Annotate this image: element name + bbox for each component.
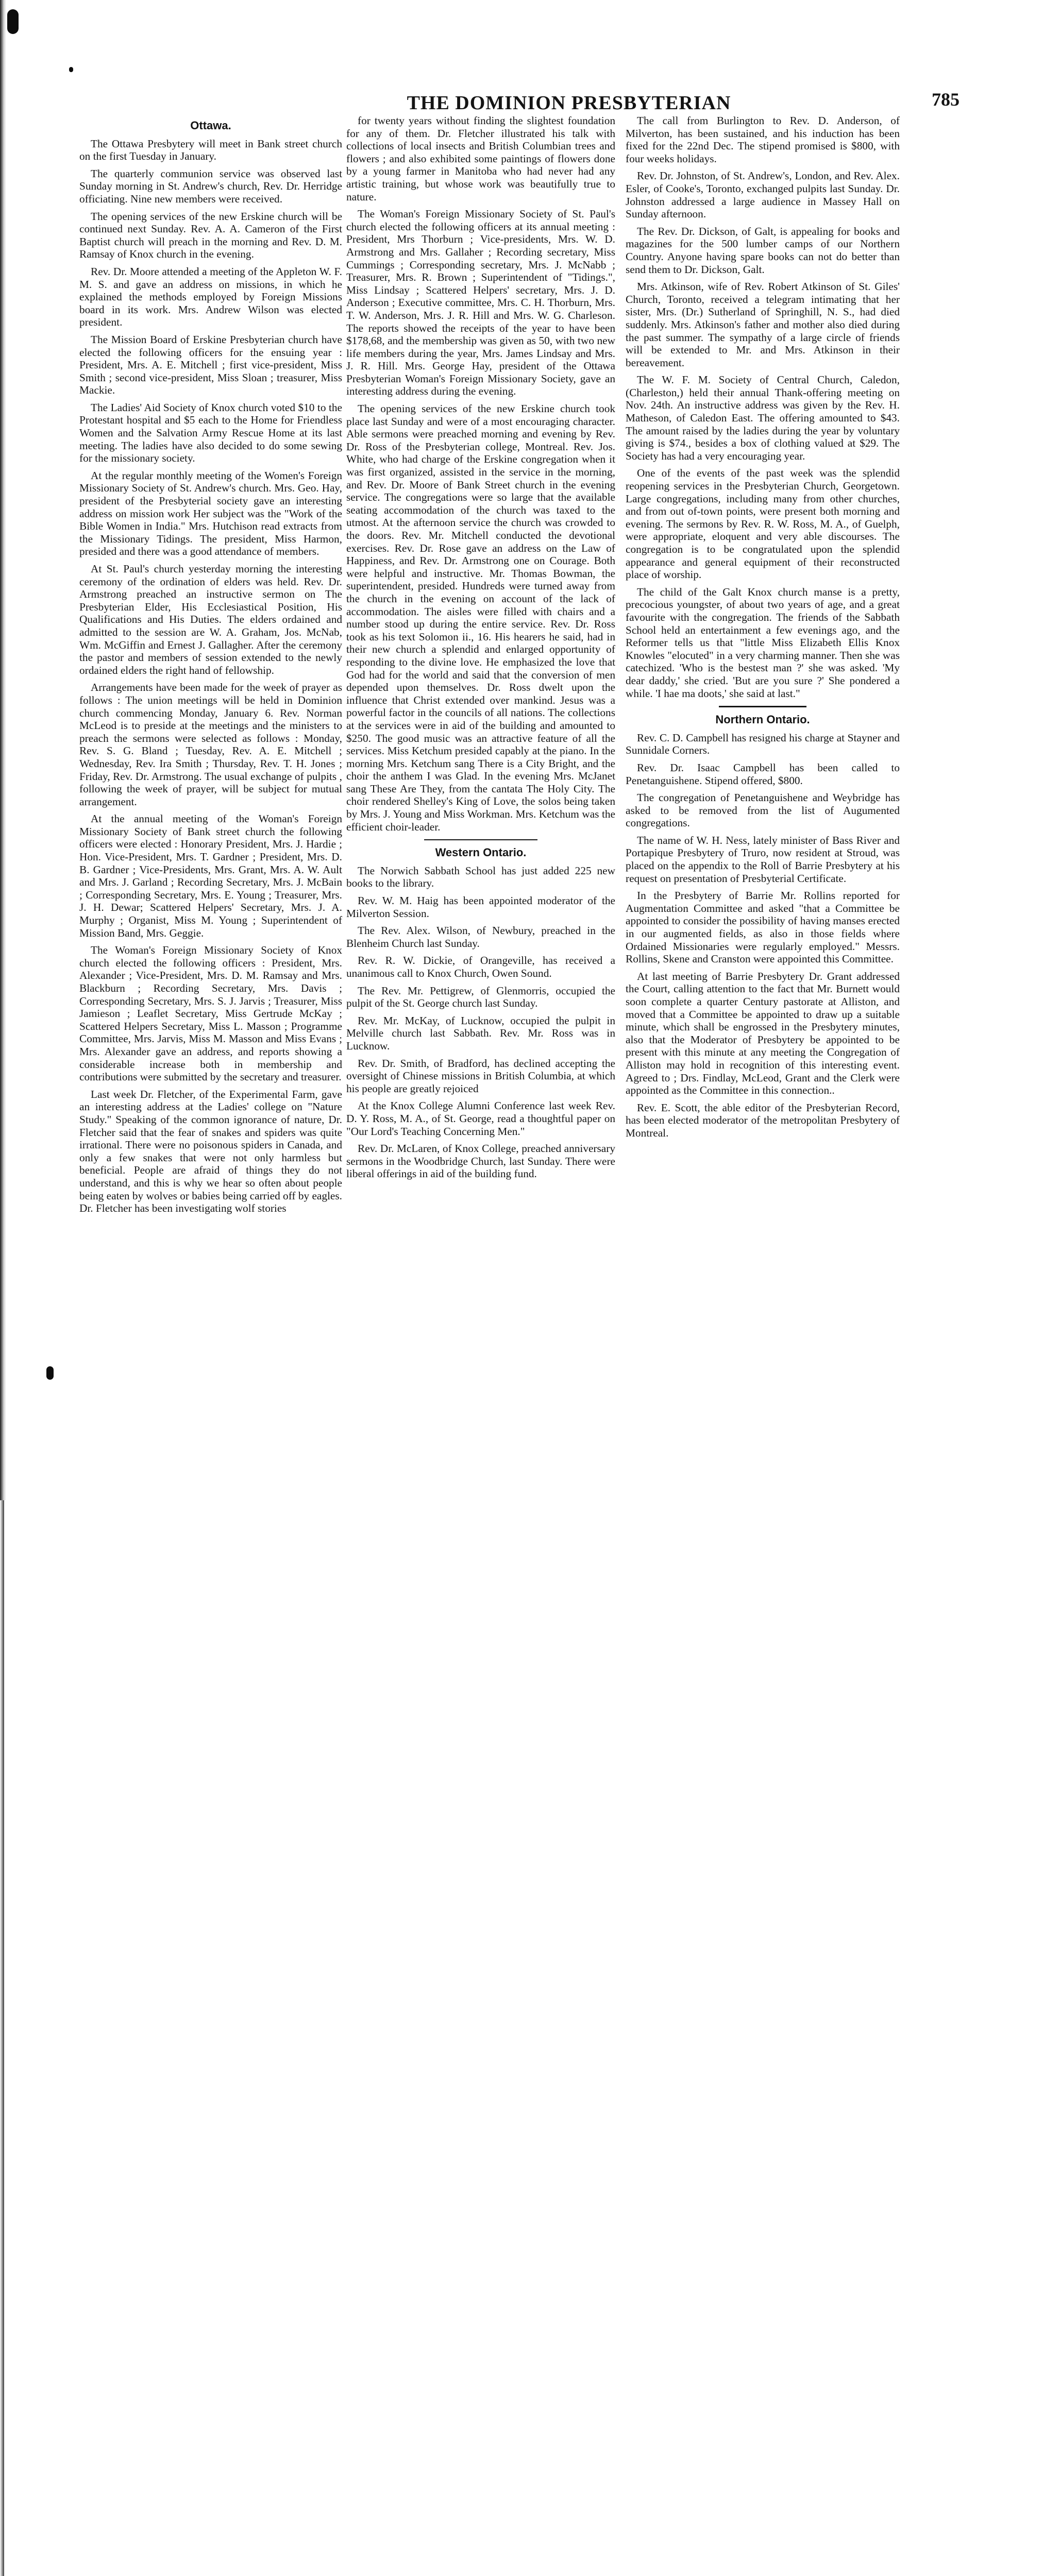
article-paragraph: The Rev. Dr. Dickson, of Galt, is appealing for books and magazines for the 500 lumber camps of our Northern Country. Anyone having spare books can not do better than send them to Dr. Dickson, Galt. bbox=[626, 225, 900, 276]
section-heading-western-ontario: Western Ontario. bbox=[435, 846, 527, 859]
section-heading-northern-ontario: Northern Ontario. bbox=[715, 713, 810, 726]
article-paragraph: Rev. Dr. Smith, of Bradford, has declined accepting the oversight of Chinese missions in British Columbia, at which his people are greatly rejoiced bbox=[346, 1057, 615, 1095]
article-paragraph: The Woman's Foreign Missionary Society of St. Paul's church elected the following officers at its annual meeting : President, Mrs Thorburn ; Vice-presidents, Mrs. W. D. Armstrong and Mrs. Gallaher ; Recording secretary, Miss Cummings ; Corresponding secretary, Mrs. J. McNabb ; Treasurer, Mrs. R. Brown ; Superintendent of "Tidings.", Miss Lindsay ; Scattered Helpers' secretary, Mrs. J. D. Anderson ; Executive committee, Mrs. C. H. Thorburn, Mrs. T. W. Anderson, Mrs. J. R. Hill and Mrs. W. G. Charleson. The reports showed the receipts of the year to have been $178,68, and the membership was given as 50, with two new life members during the year, Mrs. James Lindsay and Mrs. J. R. Hill. Mrs. George Hay, president of the Ottawa Presbyterian Woman's Foreign Missionary Society, gave an interesting address during the evening. bbox=[346, 208, 615, 398]
article-paragraph: The opening services of the new Erskine church took place last Sunday and were of a most encouraging character. Able sermons were preached morning and evening by Rev. Dr. Ross of the Presbyterian college, Montreal. Rev. Jos. White, who had charge of the Erskine congregation when it was first organized, assisted in the service in the morning, and Rev. Dr. Moore of Bank Street church in the evening service. The congregations were so large that the available seating accommodation of the church was taxed to the utmost. At the afternoon service the church was crowded to the doors. Rev. Mr. Mitchell conducted the devotional exercises. Rev. Dr. Rose gave an address on the Law of Happiness, and Rev. Dr. Armstrong one on Courage. Both were helpful and instructive. Mr. Thomas Bowman, the superintendent, presided. Hundreds were turned away from the church in the evening on account of the lack of accommodation. The aisles were filled with chairs and a number stood up during the entire service. Rev. Dr. Ross took as his text Solomon ii., 16. His hearers he said, had in their new church a splendid and enlarged opportunity of responding to the divine love. He emphasized the love that God had for the world and said that the conversion of men depended upon themselves. Dr. Ross dwelt upon the influence that Christ extended over mankind. Jesus was a powerful factor in the councils of all nations. The collections at the services were in aid of the building and amounted to $250. The good music was an attractive feature of all the services. Miss Ketchum presided capably at the piano. In the morning Mrs. Ketchum sang There is a City Bright, and the choir the anthem I was Glad. In the evening Mrs. McJanet sang These Are They, from the cantata The Holy City. The choir rendered Shelley's King of Love, the solos being taken by Mrs. J. Young and Miss Workman. Mrs. Ketchum was the efficient choir-leader. bbox=[346, 402, 615, 833]
article-paragraph: At the annual meeting of the Woman's Foreign Missionary Society of Bank street church the following officers were elected : Honorary President, Mrs. J. Hardie ; Hon. Vice-President, Mrs. T. Gardner ; President, Mrs. D. B. Gardner ; Vice-Presidents, Mrs. Grant, Mrs. A. W. Ault and Mrs. J. Garland ; Recording Secretary, Mrs. J. McBain ; Corresponding Secretary, Mrs. E. Young ; Treasurer, Mrs. J. H. Dewar; Scattered Helpers' Secretary, Mrs. J. A. Murphy ; Organist, Miss M. Young ; Superintendent of Mission Band, Mrs. Geggie. bbox=[79, 812, 342, 939]
section-heading-ottawa: Ottawa. bbox=[190, 119, 231, 132]
running-head: THE DOMINION PRESBYTERIAN bbox=[407, 92, 731, 114]
article-paragraph: The Rev. Mr. Pettigrew, of Glenmorris, occupied the pulpit of the St. George church last Sunday. bbox=[346, 984, 615, 1010]
article-paragraph: The name of W. H. Ness, lately minister of Bass River and Portapique Presbytery of Truro, now resident at Stroud, was placed on the appendix to the Roll of Barrie Presbytery at his request on presentation of Presbyterial Certificate. bbox=[626, 834, 900, 885]
article-paragraph: Mrs. Atkinson, wife of Rev. Robert Atkinson of St. Giles' Church, Toronto, received a telegram intimating that her sister, Mrs. (Dr.) Sutherland of Springhill, N. S., had died suddenly. Mrs. Atkinson's father and mother also died during the past summer. The sympathy of a large circle of friends will be extended to Mr. and Mrs. Atkinson in their bereavement. bbox=[626, 280, 900, 369]
column-2 bbox=[346, 114, 615, 1185]
article-paragraph: The Mission Board of Erskine Presbyterian church have elected the following officers for the ensuing year : President, Mrs. A. E. Mitchell ; first vice-president, Miss Smith ; second vice-president, Miss Sloan ; treasurer, Miss Mackie. bbox=[79, 333, 342, 397]
column-1-paragraphs bbox=[79, 138, 342, 1215]
article-paragraph: The Woman's Foreign Missionary Society of Knox church elected the following officers : President, Mrs. Alexander ; Vice-President, Mrs. D. M. Ramsay and Mrs. Blackburn ; Recording Secretary, Mrs. Davis ; Corresponding Secretary, Mrs. S. J. Jarvis ; Treasurer, Miss Jamieson ; Leaflet Secretary, Miss Gertrude McKay ; Scattered Helpers Secretary, Miss L. Masson ; Programme Committee, Mrs. Jarvis, Miss M. Masson and Miss Evans ; Mrs. Alexander gave an address, and reports showing a considerable increase both in membership and contributions were submitted by the secretary and treasurer. bbox=[79, 944, 342, 1083]
article-paragraph: At last meeting of Barrie Presbytery Dr. Grant addressed the Court, calling attention to the fact that Mr. Burnett would soon complete a quarter Century pastorate at Alliston, and moved that a Committee be appointed to draw up a suitable minute, which shall be engrossed in the Presbytery minutes, also that the Moderator of Presbytery be appointed to be present with this minute at any meeting the Congregation of Alliston may hold in recognition of this interesting event. Agreed to ; Drs. Findlay, McLeod, Grant and the Clerk were appointed as the Committee in this connection.. bbox=[626, 970, 900, 1097]
article-paragraph: Rev. Mr. McKay, of Lucknow, occupied the pulpit in Melville church last Sabbath. Rev. Mr. Ross was in Lucknow. bbox=[346, 1014, 615, 1052]
article-paragraph: Rev. Dr. Moore attended a meeting of the Appleton W. F. M. S. and gave an address on missions, in which he explained the methods employed by Foreign Missions board in its work. Mrs. Andrew Wilson was elected president. bbox=[79, 265, 342, 329]
page-number: 785 bbox=[932, 89, 960, 110]
article-paragraph: Rev. Dr. Isaac Campbell has been called to Penetanguishene. Stipend offered, $800. bbox=[626, 761, 900, 787]
article-paragraph: The Ladies' Aid Society of Knox church voted $10 to the Protestant hospital and $5 each to the Home for Friendless Women and the Salvation Army Rescue Home at its last meeting. The ladies have also decided to do some sewing for the missionary society. bbox=[79, 401, 342, 465]
column-1 bbox=[79, 114, 342, 1219]
article-paragraph: Rev. R. W. Dickie, of Orangeville, has received a unanimous call to Knox Church, Owen Sound. bbox=[346, 954, 615, 979]
ink-speck bbox=[69, 67, 73, 72]
article-paragraph: The call from Burlington to Rev. D. Anderson, of Milverton, has been sustained, and his induction has been fixed for the 22nd Dec. The stipend promised is $800, with four weeks holidays. bbox=[626, 114, 900, 165]
article-paragraph: Rev. C. D. Campbell has resigned his charge at Stayner and Sunnidale Corners. bbox=[626, 731, 900, 757]
column-3 bbox=[626, 114, 900, 1144]
section-divider bbox=[719, 706, 806, 707]
binding-hole-mark bbox=[7, 9, 19, 34]
scan-edge-right bbox=[0, 1500, 4, 2576]
article-paragraph: The child of the Galt Knox church manse is a pretty, precocious youngster, of about two years of age, and a great favourite with the congregation. The friends of the Sabbath School held an entertainment a few evenings ago, and the Reformer tells us that "little Miss Elizabeth Ellis Knox Knowles "elocuted" in a very charming manner. Then she was catechized. 'Who is the bestest man ?' she was asked. 'My dear daddy,' she cried. 'But are you sure ?' She pondered a while. 'I hae ma doots,' she said at last." bbox=[626, 585, 900, 700]
article-paragraph: for twenty years without finding the slightest foundation for any of them. Dr. Fletcher illustrated his talk with collections of local insects and British Columbian trees and flowers ; and also exhibited some paintings of flowers done by a young farmer in Manitoba who had never had any artistic training, but whose work was beautifully true to nature. bbox=[346, 114, 615, 203]
article-paragraph: Rev. E. Scott, the able editor of the Presbyterian Record, has been elected moderator of the metropolitan Presbytery of Montreal. bbox=[626, 1101, 900, 1139]
article-paragraph: Arrangements have been made for the week of prayer as follows : The union meetings will be held in Dominion church commencing Monday, January 6. Rev. Norman McLeod is to preside at the meetings and the ministers to preach the sermons were selected as follows : Monday, Rev. S. G. Bland ; Tuesday, Rev. A. E. Mitchell ; Wednesday, Rev. Ira Smith ; Thursday, Rev. T. H. Jones ; Friday, Rev. Dr. Armstrong. The usual exchange of pulpits , following the week of prayer, will be subject for mutual arrangement. bbox=[79, 681, 342, 808]
column-2-paragraphs-b bbox=[346, 865, 615, 1180]
article-paragraph: At the regular monthly meeting of the Women's Foreign Missionary Society of St. Andrew's church. Mrs. Geo. Hay, president of the Presbyterial society gave an interesting address on mission work Her subject was the "Work of the Bible Women in India." Mrs. Hutchison read extracts from the Missionary Tidings. The president, Miss Harmon, presided and there was a good attendance of members. bbox=[79, 469, 342, 558]
article-paragraph: Rev. Dr. Johnston, of St. Andrew's, London, and Rev. Alex. Esler, of Cooke's, Toronto, exchanged pulpits last Sunday. Dr. Johnston addressed a large audience in Massey Hall on Sunday afternoon. bbox=[626, 170, 900, 221]
article-paragraph: At the Knox College Alumni Conference last week Rev. D. Y. Ross, M. A., of St. George, read a thoughtful paper on "Our Lord's Teaching Concerning Men." bbox=[346, 1099, 615, 1138]
article-paragraph: The Ottawa Presbytery will meet in Bank street church on the first Tuesday in January. bbox=[79, 137, 342, 163]
article-paragraph: The congregation of Penetanguishene and Weybridge has asked to be removed from the list of Augumented congregations. bbox=[626, 791, 900, 829]
article-paragraph: The Norwich Sabbath School has just added 225 new books to the library. bbox=[346, 864, 615, 890]
article-paragraph: The quarterly communion service was observed last Sunday morning in St. Andrew's church, Rev. Dr. Herridge officiating. Nine new members were received. bbox=[79, 167, 342, 205]
scan-edge-left bbox=[0, 0, 6, 1500]
column-3-paragraphs-b bbox=[626, 732, 900, 1140]
section-divider bbox=[424, 839, 537, 840]
article-paragraph: At St. Paul's church yesterday morning the interesting ceremony of the ordination of elders was held. Rev. Dr. Armstrong preached an instructive sermon on The Presbyterian Elder, His Ecclesiastical Position, His Qualifications and His Duties. The elders ordained and admitted to the session are W. A. Graham, Jos. McNab, Wm. McGiffin and Ernest J. Gallagher. After the ceremony the pastor and members of session extended to the newly ordained elders the right hand of fellowship. bbox=[79, 563, 342, 676]
article-paragraph: One of the events of the past week was the splendid reopening services in the Presbyterian Church, Georgetown. Large congregations, including many from other churches, and from out of-town points, were present both morning and evening. The sermons by Rev. R. W. Ross, M. A., of Guelph, were appropriate, eloquent and very able discourses. The congregation is to be congratulated upon the splendid appearance and general equipment of their reconstructed place of worship. bbox=[626, 467, 900, 581]
article-paragraph: Last week Dr. Fletcher, of the Experimental Farm, gave an interesting address at the Ladies' college on "Nature Study." Speaking of the common ignorance of nature, Dr. Fletcher said that the fear of snakes and spiders was quite irrational. There were no poisonous spiders in Canada, and only a few snakes that were not only harmless but beneficial. People are afraid of things they do not understand, and this is why we hear so often about people being eaten by wolves or babies being carried off by eagles. Dr. Fletcher has been investigating wolf stories bbox=[79, 1088, 342, 1215]
column-2-paragraphs-a bbox=[346, 114, 615, 833]
article-paragraph: The opening services of the new Erskine church will be continued next Sunday. Rev. A. A. Cameron of the First Baptist church will preach in the morning and Rev. D. M. Ramsay of Knox church in the evening. bbox=[79, 210, 342, 261]
article-paragraph: The W. F. M. Society of Central Church, Caledon, (Charleston,) held their annual Thank-offering meeting on Nov. 24th. An instructive address was given by the Rev. H. Matheson, of Caledon East. The offering amounted to $43. The amount raised by the ladies during the year by voluntary giving is $74., besides a box of clothing valued at $29. The Society has had a very encouraging year. bbox=[626, 374, 900, 462]
article-paragraph: The Rev. Alex. Wilson, of Newbury, preached in the Blenheim Church last Sunday. bbox=[346, 924, 615, 950]
article-paragraph: Rev. Dr. McLaren, of Knox College, preached anniversary sermons in the Woodbridge Church, last Sunday. There were liberal offerings in aid of the building fund. bbox=[346, 1142, 615, 1180]
column-3-paragraphs-a bbox=[626, 114, 900, 700]
article-paragraph: Rev. W. M. Haig has been appointed moderator of the Milverton Session. bbox=[346, 894, 615, 920]
ink-speck bbox=[46, 1366, 54, 1380]
article-paragraph: In the Presbytery of Barrie Mr. Rollins reported for Augmentation Committee and asked "that a Committee be appointed to consider the possibility of having manses erected in our augmented fields, as also in those fields where Ordained Missionaries were regularly employed." Messrs. Rollins, Skene and Cranston were appointed this Committee. bbox=[626, 889, 900, 965]
